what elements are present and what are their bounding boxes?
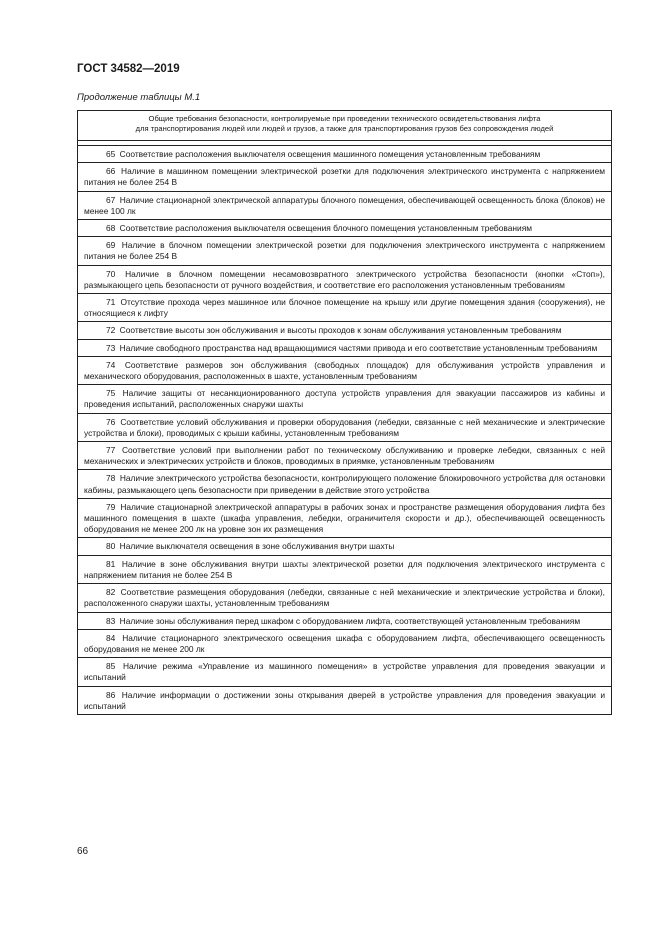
requirement-number: 72 (106, 325, 116, 336)
requirement-text: Наличие режима «Управление из машинного помещения» в устройстве управления для проведения эвакуации и испытаний (84, 661, 606, 683)
requirement-number: 80 (106, 541, 116, 552)
table-row (78, 385, 611, 413)
table-row (78, 146, 611, 163)
table-row (78, 220, 611, 237)
requirement-text: Наличие свободного пространства над вращающимися частями привода и его соответствие установленным требованиям (119, 342, 598, 353)
page-number: 66 (77, 846, 89, 857)
table-continuation-label: Продолжение таблицы М.1 (77, 92, 201, 103)
requirement-text: Соответствие высоты зон обслуживания и высоты проходов к зонам обслуживания установленным требованиям (119, 325, 562, 336)
table-row (78, 538, 611, 555)
requirement-text: Наличие стационарной электрической аппаратуры в рабочих зонах и пространстве размещения оборудования лифта без машинного помещения в шахте (шкафа управления, лебедки, ограничителя скорости и др.), обеспечивающей освещенность оборудования не менее 200 лк на уровне зон их размещения (84, 501, 606, 535)
requirement-number: 83 (106, 615, 116, 626)
requirement-text: Наличие стационарной электрической аппаратуры блочного помещения, обеспечивающей освещенность блока (блоков) не менее 100 лк (84, 194, 606, 216)
table-header (78, 111, 611, 141)
requirement-number: 79 (106, 501, 116, 512)
table-row (78, 357, 611, 385)
requirement-text: Отсутствие прохода через машинное или блочное помещение на крышу или другие помещения здания (сооружения), не относящиеся к лифту (84, 297, 605, 319)
table-header-line: Общие требования безопасности, контролируемые при проведении технического освидетельствования лифта (148, 114, 541, 123)
requirement-number: 82 (106, 587, 116, 598)
table-row (78, 294, 611, 322)
table-row (78, 613, 611, 630)
table-row (78, 584, 611, 612)
requirement-number: 70 (106, 268, 116, 279)
requirement-number: 74 (106, 359, 116, 370)
requirement-number: 69 (106, 240, 116, 251)
requirement-text: Наличие электрического устройства безопасности, контролирующего положение блокировочного устройства для остановки кабины, размыкающего цепь безопасности при приведении в действие этого устройства (84, 473, 606, 495)
table-row (78, 658, 611, 686)
requirement-text: Соответствие расположения выключателя освещения машинного помещения установленным требованиям (119, 149, 541, 159)
requirement-text: Соответствие расположения выключателя освещения блочного помещения установленным требованиям (119, 223, 533, 234)
requirement-text: Наличие стационарного электрического освещения шкафа с оборудованием лифта, обеспечивающего освещенность оборудования не менее 200 лк (84, 632, 605, 654)
requirement-number: 85 (106, 661, 116, 672)
table-row (78, 266, 611, 294)
requirement-number: 67 (106, 194, 116, 205)
requirement-text: Наличие в блочном помещении электрической розетки для подключения электрического инструмента с напряжением питания не более 254 В (84, 240, 606, 262)
table-header-line: для транспортирования людей или людей и грузов, а также для транспортирования грузов без сопровождения людей (135, 124, 554, 133)
requirements-table (77, 110, 612, 715)
table-row (78, 499, 611, 539)
table-row (78, 470, 611, 498)
document-code: ГОСТ 34582—2019 (77, 63, 180, 75)
table-row (78, 322, 611, 339)
table-row (78, 556, 611, 584)
table-row (78, 442, 611, 470)
requirement-number: 73 (106, 342, 116, 353)
requirement-number: 86 (106, 689, 116, 700)
requirement-number: 71 (106, 297, 116, 308)
requirement-text: Наличие защиты от несанкционированного доступа устройств управления для эвакуации пассажиров из кабины и проведения испытаний, расположенных снаружи шахты (84, 388, 605, 410)
table-row (78, 192, 611, 220)
table-row (78, 163, 611, 191)
table-row (78, 414, 611, 442)
requirement-number: 68 (106, 223, 116, 234)
requirement-number: 78 (106, 473, 116, 484)
requirement-number: 75 (106, 388, 116, 399)
requirement-number: 65 (106, 149, 116, 159)
requirement-text: Соответствие условий при выполнении работ по техническому обслуживанию и проверке лебедки, связанных с ней механических и электрических устройств и блоков, проводимых в приямке, установленным требованиям (84, 445, 605, 467)
requirement-text: Наличие в машинном помещении электрической розетки для подключения электрического инструмента с напряжением питания не более 254 В (84, 166, 605, 188)
requirement-number: 84 (106, 632, 116, 643)
table-row (78, 630, 611, 658)
table-body (78, 146, 611, 714)
requirement-text: Наличие выключателя освещения в зоне обслуживания внутри шахты (119, 541, 395, 552)
requirement-text: Наличие в зоне обслуживания внутри шахты электрической розетки для подключения электрического инструмента с напряжением питания не более 254 В (84, 558, 605, 580)
table-row (78, 237, 611, 265)
requirement-text: Наличие зоны обслуживания перед шкафом с оборудованием лифта, соответствующей установленным требованиям (119, 615, 581, 626)
requirement-text: Наличие информации о достижении зоны открывания дверей в устройстве управления для проведения эвакуации и испытаний (84, 689, 605, 711)
requirement-text: Наличие в блочном помещении несамовозвратного электрического устройства безопасности (кнопки «Стоп»), размыкающего цепь безопасности от ручного воздействия, и соответствие его расположения установленным требованиям (84, 268, 605, 290)
requirement-number: 81 (106, 558, 116, 569)
requirement-text: Соответствие размещения оборудования (лебедки, связанные с ней механические и электрические устройства и блоки), расположенного снаружи шахты, установленным требованиям (84, 587, 606, 609)
requirement-text: Соответствие размеров зон обслуживания (свободных площадок) для обслуживания устройств управления и механического оборудования, расположенных в шахте, установленным требованиям (84, 359, 605, 382)
requirement-text: Соответствие условий обслуживания и проверки оборудования (лебедки, связанные с ней механические и электрические устройства и блоки), проводимых с крыши кабины, установленным требованиям (84, 416, 605, 438)
table-row (78, 687, 611, 714)
requirement-number: 77 (106, 445, 116, 456)
requirement-number: 66 (106, 166, 116, 177)
table-row (78, 340, 611, 357)
requirement-number: 76 (106, 416, 116, 427)
